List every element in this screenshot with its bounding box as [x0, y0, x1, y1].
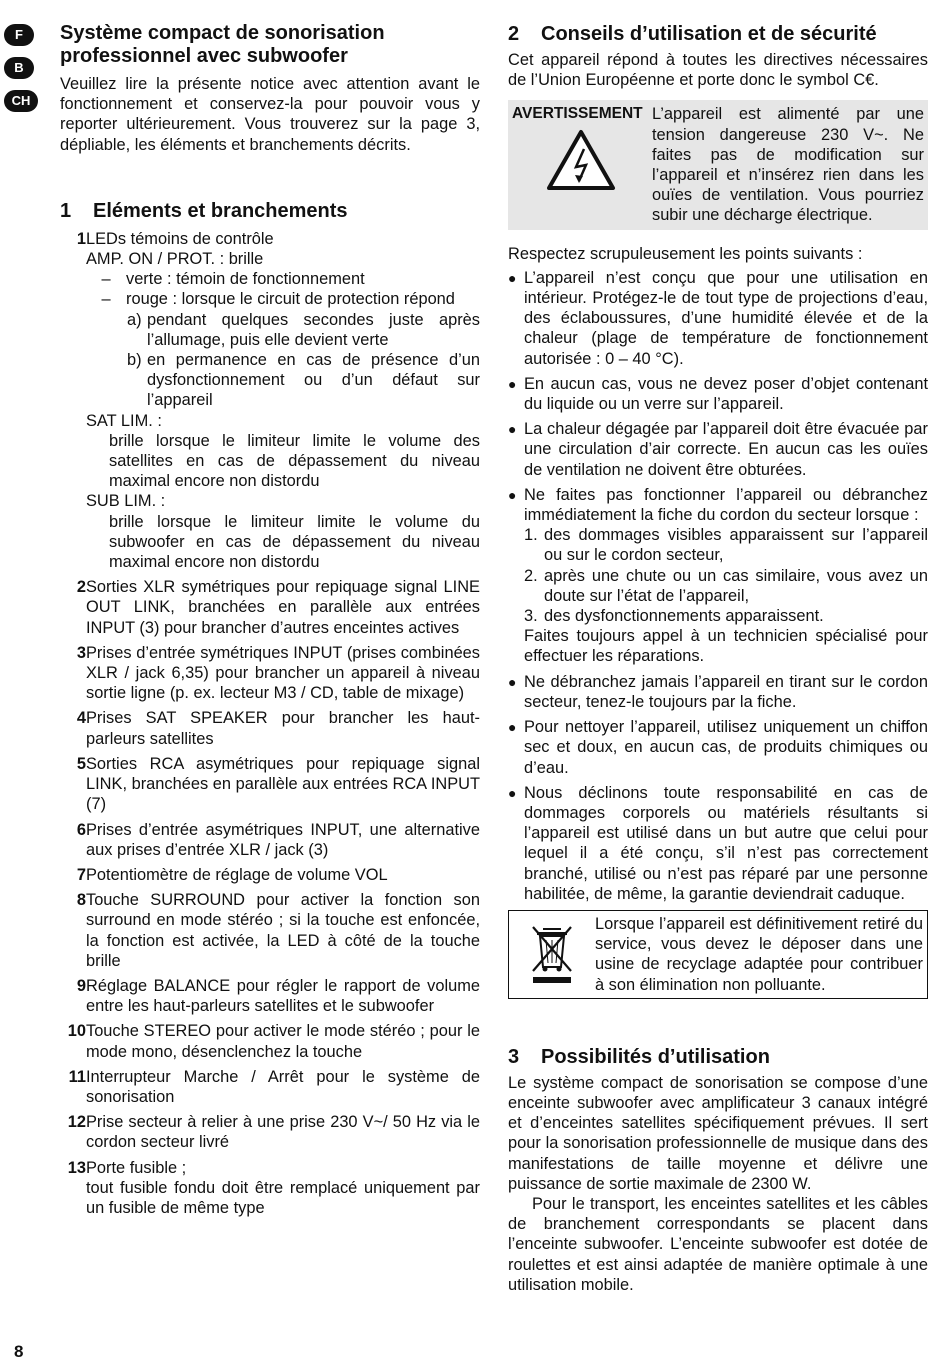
item-7: [60, 865, 480, 885]
item-text: Sorties XLR symétriques pour repiquage signal LINE OUT LINK, branchées en parallèle aux entrées INPUT (3) pour brancher d’autres enceintes actives: [86, 578, 480, 637]
item-9: [60, 976, 480, 1016]
warning-box: [508, 100, 928, 229]
right-column: [508, 22, 928, 1295]
item-text: Prises d’entrée asymétriques INPUT, une alternative aux prises d’entrée XLR / jack (3): [86, 820, 480, 859]
title-line-2: professionnel avec subwoofer: [60, 45, 348, 67]
item-number: 11: [68, 1067, 86, 1086]
bullet-item: ● Pour nettoyer l’appareil, utilisez uniquement un chiffon sec et doux, en aucun cas, de produits chimiques ou d’eau.: [508, 718, 928, 777]
respect-line: Respectez scrupuleusement les points suivants :: [508, 244, 863, 263]
bullet-item: ● Ne débranchez jamais l’appareil en tirant sur le cordon secteur, tenez-le toujours par la fiche.: [508, 672, 928, 711]
item-6: [60, 820, 480, 860]
crossed-out-bin-icon: [529, 921, 575, 987]
section-3-paragraph-2: Pour le transport, les enceintes satellites et les câbles de branchement correspondants se placent dans l’enceinte subwoofer. L’enceinte subwoofer est dotée de roulettes et est ainsi adaptée de manière optimale à une utilisation mobile.: [508, 1194, 928, 1294]
lang-tag-f: F: [4, 24, 34, 46]
numbered-sub-item: 1. des dommages visibles apparaissent sur l’appareil ou sur le cordon secteur,: [524, 526, 928, 565]
item-text: Touche STEREO pour activer le mode stéréo ; pour le mode mono, désenclenchez la touche: [86, 1022, 480, 1061]
item-number: 12: [67, 1113, 86, 1132]
bullet-item: ● L’appareil n’est conçu que pour une utilisation en intérieur. Protégez-le de tout type de projections d’eau, des éclaboussures, d’une humidité élevée et de la chaleur (plage de température de fonctionnement autorisée : 0 – 40 °C).: [508, 268, 928, 368]
sub-item-b: b) en permanence en cas de présence d’un dysfonctionnement ou d’un défaut sur l’appareil: [127, 351, 480, 410]
item-text: Interrupteur Marche / Arrêt pour le système de sonorisation: [86, 1067, 480, 1106]
warning-label: AVERTISSEMENT: [512, 105, 643, 123]
item-3: [60, 643, 480, 704]
item-number: 1: [76, 229, 86, 248]
item-11: [60, 1067, 480, 1107]
item-text: Potentiomètre de réglage de volume VOL: [86, 865, 388, 884]
item-5: [60, 754, 480, 815]
item-1: [60, 229, 480, 572]
page-number: 8: [14, 1342, 24, 1361]
bullet-item: ● Nous déclinons toute responsabilité en cas de dommages corporels ou matériels résultants si l’appareil est utilisé dans un but autre que celui pour lequel il a été conçu, s’il n’est pas correctement branché, utilisé ou n’est pas réparé par une personne habilitée, de même, la garantie deviendrait caduque.: [508, 783, 928, 903]
section-1-heading: [60, 199, 480, 223]
item-4: [60, 708, 480, 748]
sub-lim-label: SUB LIM. :: [86, 492, 166, 511]
sat-lim-text: brille lorsque le limiteur limite le volume des satellites en cas de dépassement du niveau maximal encore non distordu: [109, 431, 480, 491]
document-title: [60, 22, 480, 68]
bullet-item: ● En aucun cas, vous ne devez poser d’objet contenant du liquide ou un verre sur l’appareil.: [508, 374, 928, 414]
section-1-number: 1: [60, 199, 72, 222]
section-2-heading: [508, 22, 928, 46]
item-8: [60, 890, 480, 971]
item-text: Prises SAT SPEAKER pour brancher les haut-parleurs satellites: [86, 709, 480, 748]
item-number: 5: [76, 754, 86, 773]
electric-hazard-icon: [546, 129, 616, 191]
recycling-text: Lorsque l’appareil est définitivement retiré du service, vous devez le déposer dans une usine de recyclage adaptée pour contribuer à son élimination non polluante.: [595, 914, 923, 994]
recycling-notice-box: [508, 910, 928, 999]
lang-tag-ch: CH: [4, 90, 38, 112]
item-text: Sorties RCA asymétriques pour repiquage signal LINK, branchées en parallèle aux entrées RCA INPUT (7): [86, 754, 480, 814]
numbered-sub-item: 2. après une chute ou un cas similaire, vous avez un doute sur l’état de l’appareil,: [524, 566, 928, 605]
item-13-line-1: Porte fusible ;: [86, 1158, 187, 1177]
section-3-number: 3: [508, 1045, 520, 1068]
item-2: [60, 577, 480, 638]
item-text: Prise secteur à relier à une prise 230 V~/ 50 Hz via le cordon secteur livré: [86, 1113, 480, 1152]
section-3-title: Possibilités d’utilisation: [541, 1045, 770, 1068]
sub-lim-text: brille lorsque le limiteur limite le volume du subwoofer en cas de dépassement du niveau maximal encore non distordu: [109, 512, 480, 572]
lang-tag-b: B: [4, 57, 34, 79]
dash-item-red: – rouge : lorsque le circuit de protection répond: [101, 290, 455, 309]
item-1-lead: LEDs témoins de contrôle: [86, 229, 274, 248]
section-1-title: Eléments et branchements: [93, 199, 348, 222]
item-13: [60, 1158, 480, 1219]
items-list: [60, 577, 480, 1152]
section-3-heading: [508, 1045, 928, 1069]
item-number: 10: [67, 1022, 86, 1041]
bullet-4-tail: Faites toujours appel à un technicien spécialisé pour effectuer les réparations.: [524, 627, 928, 666]
item-number: 2: [76, 578, 86, 597]
item-number: 13: [67, 1158, 86, 1177]
numbered-sub-item: 3. des dysfonctionnements apparaissent.: [524, 607, 824, 626]
item-text: Prises d’entrée symétriques INPUT (prises combinées XLR / jack 6,35) pour brancher un appareil à niveau sortie ligne (p. ex. lecteur M3 / CD, table de mixage): [86, 643, 480, 703]
item-number: 7: [76, 865, 86, 884]
item-number: 6: [76, 820, 86, 839]
bullet-item: ● Ne faites pas fonctionner l’appareil ou débranchez immédiatement la fiche du cordon du secteur lorsque : 1. des dommages visibles apparaissent sur l’appareil ou sur le cordon secteur, 2. après une chute ou un cas similaire, vous avez un doute sur l’état de l’appareil, 3. des dysfonctionnements apparaissent. Faites toujours appel à un technicien spécialisé pour effectuer les réparations.: [508, 485, 928, 666]
bullet-item: ● La chaleur dégagée par l’appareil doit être évacuée par une circulation d’air correcte. En aucun cas les ouïes de ventilation ne doivent être obturées.: [508, 420, 928, 479]
section-3-paragraph-1: Le système compact de sonorisation se compose d’une enceinte subwoofer avec amplificateur 3 canaux intégré et d’enceintes satellites spécifiquement prévues. Il sert pour la sonorisation professionnelle de musique dans des manifestations de taille moyenne et délivre une puissance de sortie maximale de 2300 W.: [508, 1073, 928, 1193]
item-text: Touche SURROUND pour activer la fonction son surround en mode stéréo ; si la touche est enfoncée, la fonction est activée, la LED à côté de la touche brille: [86, 891, 480, 970]
item-10: [60, 1021, 480, 1061]
ce-mark: C€.: [853, 71, 879, 90]
sub-item-a: a) pendant quelques secondes juste après l’allumage, puis elle devient verte: [127, 310, 480, 349]
item-12: [60, 1112, 480, 1152]
section-2-title: Conseils d’utilisation et de sécurité: [541, 23, 877, 45]
item-number: 4: [76, 709, 86, 728]
item-number: 8: [76, 891, 86, 910]
warning-text: L’appareil est alimenté par une tension dangereuse 230 V~. Ne faites pas de modification sur l’appareil et n’insérez rien dans les ouïes de ventilation. Vous pourriez subir une décharge électrique.: [652, 105, 924, 225]
language-tags: [4, 24, 38, 123]
item-number: 3: [76, 643, 86, 662]
item-13-line-2: tout fusible fondu doit être remplacé uniquement par un fusible de même type: [86, 1178, 480, 1217]
amp-label: AMP. ON / PROT. : brille: [86, 250, 264, 269]
item-number: 9: [76, 976, 86, 995]
section-2-number: 2: [508, 23, 520, 45]
dash-item-green: – verte : témoin de fonctionnement: [101, 270, 365, 289]
section-2-intro: Cet appareil répond à toutes les directives nécessaires de l’Union Européenne et porte donc le symbol C€.: [508, 51, 928, 90]
intro-paragraph: Veuillez lire la présente notice avec attention avant le fonctionnement et conservez-la pour pouvoir vous y reporter ultérieurement. Vous trouverez sur la page 3, dépliable, les éléments et branchements décrits.: [60, 75, 480, 154]
left-column: [60, 22, 480, 1223]
title-line-1: Système compact de sonorisation: [60, 22, 385, 44]
sat-lim-label: SAT LIM. :: [86, 411, 162, 430]
item-text: Réglage BALANCE pour régler le rapport de volume entre les haut-parleurs satellites et le subwoofer: [86, 976, 480, 1016]
